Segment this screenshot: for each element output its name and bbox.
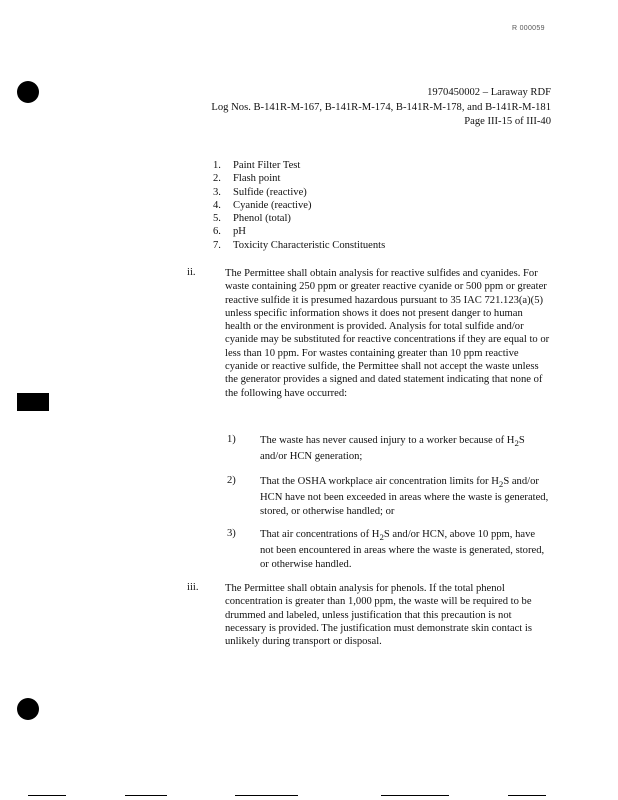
list-number: 6.: [213, 226, 221, 238]
redaction-tab: [17, 393, 49, 411]
list-text: Toxicity Characteristic Constituents: [233, 239, 386, 251]
list-item: [208, 199, 385, 212]
list-text: Flash point: [233, 173, 281, 185]
test-list: [208, 159, 385, 252]
condition-1-text: The waste has never caused injury to a worker because of $H_2S$ and/or HCN generation;: [260, 435, 525, 463]
list-number: 5.: [213, 213, 221, 225]
list-number: 1.: [213, 160, 221, 171]
list-item: [208, 212, 385, 225]
condition-1-number: 1): [227, 434, 236, 445]
condition-3-text: That air concentrations of $H_2S$ and/or HCN, above 10 ppm, have not been encountered in areas where the waste is generated, stored, or otherwise handled.: [260, 529, 545, 570]
list-text: Paint Filter Test: [233, 160, 301, 171]
footer-rule: [508, 795, 546, 796]
list-item: [208, 239, 385, 252]
condition-3-number: 3): [227, 528, 236, 539]
list-number: 3.: [213, 186, 221, 198]
list-item: [208, 172, 385, 185]
list-text: pH: [233, 226, 246, 238]
section-iii-text: The Permittee shall obtain analysis for phenols. If the total phenol concentration is greater than 1,000 ppm, the waste will be required to be drummed and labeled, unless justification that this precaution is not necessary is provided. The justification must demonstrate skin contact is unlikely during transport or disposal.: [225, 583, 532, 648]
header-log-numbers: Log Nos. B-141R-M-167, B-141R-M-174, B-141R-M-178, and B-141R-M-181: [211, 102, 551, 113]
list-number: 2.: [213, 173, 221, 185]
section-iii-label: iii.: [187, 582, 199, 593]
list-number: 4.: [213, 199, 221, 211]
list-item: [208, 186, 385, 199]
header-page-number: Page III-15 of III-40: [464, 116, 551, 127]
list-text: Cyanide (reactive): [233, 199, 312, 211]
footer-rule: [235, 795, 298, 796]
bates-number: R 000059: [512, 25, 545, 32]
condition-2-text: That the OSHA workplace air concentration limits for $H_2S$ and/or HCN have not been exceeded in areas where the waste is generated, stored, or otherwise handled; or: [260, 476, 549, 517]
list-item: [208, 159, 385, 172]
header-facility: 1970450002 – Laraway RDF: [427, 87, 551, 98]
punch-hole-top: [17, 81, 39, 103]
list-text: Sulfide (reactive): [233, 186, 307, 198]
list-number: 7.: [213, 239, 221, 251]
condition-2-number: 2): [227, 475, 236, 486]
section-ii-text: The Permittee shall obtain analysis for reactive sulfides and cyanides. For waste containing 250 ppm or greater reactive cyanide or 500 ppm or greater reactive sulfide it is presumed hazardous pursuant to 35 IAC 721.123(a)(5) unless specific information shows it does not present danger to human health or the environment is provided. Analysis for total sulfide and/or cyanide may be substituted for reactive concentrations if they are equal to or less than 10 ppm. For wastes containing greater than 10 ppm reactive cyanide or reactive sulfide, the Permittee shall not accept the waste unless the generator provides a signed and dated statement indicating that none of the following have occurred:: [225, 268, 550, 399]
footer-rule: [381, 795, 449, 796]
footer-rule: [125, 795, 167, 796]
list-text: Phenol (total): [233, 213, 291, 225]
section-ii-label: ii.: [187, 267, 196, 278]
list-item: [208, 225, 385, 238]
punch-hole-bottom: [17, 698, 39, 720]
footer-rule: [28, 795, 66, 796]
